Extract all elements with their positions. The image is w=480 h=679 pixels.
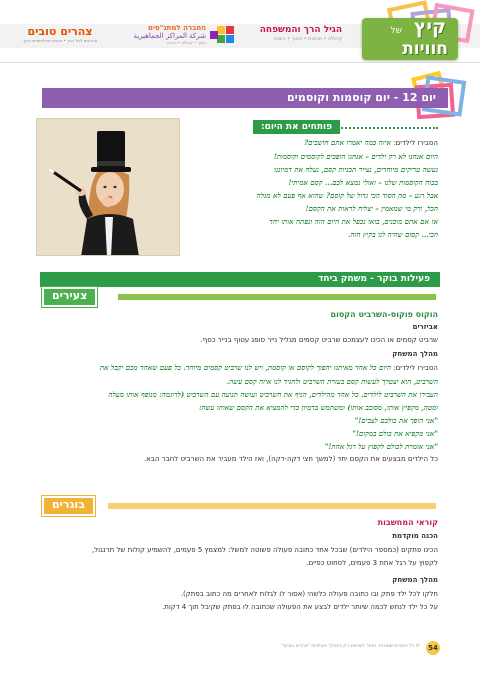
page-number: 54 [426,641,440,655]
prep-text [38,544,438,570]
footer-copyright: © כל הזכויות שמורות. מותר לשימוש רק במהלך פעילויות "צהרים טובים" [281,644,420,649]
council-name: הגיל הרך והמשפחה [259,25,342,35]
closing-line: כל הילדים מבצעים את הקסם יחד (למשך חצי דקה-דקה), ואז הילד מעביר את השרביט לחבר הבא. [143,455,438,463]
process-line: היום כל אחד מאיתנו יהפוך לקוסם או קוסמת, ויש לנו שרביט קסמים מיוחד. כל פעם שאחד מכם יקבל את [99,363,392,372]
example-line: "אני אומרת לכולם לקפוץ על רגל אחת!" [324,442,438,451]
old-process-line: חלקו לכל ילד פתק ובו כתובה פעולה כלשהי (אסור לו לגלות לאחרים מה כתוב בפתק). [180,590,438,598]
brand-word-shel: של [390,26,402,36]
intro-line: הכל, ורק מי שמאמין – יצליח לראות את הקסם! [305,204,438,213]
magician-illustration [36,119,179,256]
intro-lead: הסבירו לילדים: [393,139,438,147]
intro-label: פותחים את היום: [253,120,340,134]
old-process-label: מהלך המשחק [392,576,438,584]
summer-brand-logo [356,4,474,62]
old-age-tag: בוגרים [42,496,95,516]
council-logo [246,25,342,42]
day-title: יום 12 - יום קוסמות וקוסמים [42,88,448,108]
intro-line: אבל רגע – מה הסוד הכי גדול של קוסם? שהוא אף פעם לא מגלה [256,191,438,200]
magician-girl-photo [36,118,180,256]
example-line: "אני מקפיא את כולם במקום!" [352,429,438,438]
young-divider [118,294,436,300]
brand-word-chavayot: חוויות [402,39,448,59]
intro-text [188,136,438,241]
council-subtitle: קהילה • תרבות • חינוך • רווחה [273,36,342,42]
intro-line: היום אנחנו לא רק ילדים – אנחנו הופכים לקוסמים וקוסמות! [273,152,438,161]
process-line: השרביט, הוא יצטרך לעשות קסם בעזרת השרביט ולהגיד לנו איזה קסם עשה. [226,377,438,386]
intro-line: בכוח הקוסמות שלנו – ואולי נמצא לכם... קסם אמיתי! [288,178,438,187]
header-divider [0,62,480,67]
society-name-hebrew: החברה למתנ"סים [148,24,206,32]
page-header [0,0,480,68]
example-line: "אני הופך את כולכם לצבים!" [354,416,438,425]
old-game-title: קוראי המחשבות [377,518,438,527]
prep-label: הכנה מוקדמת [392,532,438,540]
intro-line: אז אם אתם מוכנים, בואו נכפל את היום הזה ונפתח אותו יחד [269,217,438,226]
tsohorayim-subtitle: צהרונים לגיל הרך • תכנית יום לימודים ארוך [22,38,98,43]
society-tagline: חינוך • קהילה • חברה [166,40,206,45]
intro-rule [338,127,438,129]
young-age-tag: צעירים [42,287,97,307]
process-lead: הסבירו לילדים: [393,364,438,372]
tsohorayim-name: צהרים טובים [27,25,93,38]
process-line: העבירו את השרביט לילדים. כל אחד מהילדים, הניף את השרביט ועושה תנועה עם השרביט (לדוגמה: מנופף אותו מעלה [108,390,438,399]
morning-activity-bar: פעילות בוקר - משחק ביחד [40,272,440,287]
society-name-arabic: شركة المراكز الجماهيرية [133,32,206,40]
intro-line: הכי... קסום שהיה לנו בקיץ הזה. [348,230,438,239]
prep-line: הכינו פתקים (כמספר הילדים) שבכל אחד כתובה פעולה פשוטה למשל: למצמץ 5 פעמים, להשמיע קולות של תרנגול, [91,546,438,554]
intro-line: נעשה טריקים מיוחדים, נצייר תכניות קסם, נעלה את דמיוננו [274,165,438,174]
materials-label: אביזרים [412,323,438,331]
colored-blocks-icon [210,26,234,44]
brand-word-kayitz: קיץ [413,16,446,38]
prep-line: לקפוץ על רגל אחת 3 פעמים, לסחוט כפיים. [306,559,438,567]
young-game-title: הוקוס פוקוס-השרביט הקסום [330,310,438,319]
intro-line: איזה כמה יאמרו אתם חושבים? [303,138,392,147]
community-centers-logo [116,24,234,46]
process-line: ומטה, מקפיץ אותו, מסובב אותו) ומשתמש בדמיון כדי להמציא את הקסם שאותו עשה: [198,403,438,412]
young-process-text [38,361,438,466]
old-process-line: על כל ילד לנחש לכמה שיותר ילדים לבצע את הפעולה שכתובה לו בפתק שקיבל תוך 4 דקות. [162,603,438,611]
tsohorayim-tovim-logo [12,25,108,43]
materials-text: שרביט קסמים או הכינו לעצמכם שרביט קסמים מגליל נייר סופג עטוף בנייר כסף. [200,336,438,344]
young-process-label: מהלך המשחק [392,350,438,358]
old-divider [108,503,436,509]
old-process-text [38,588,438,614]
